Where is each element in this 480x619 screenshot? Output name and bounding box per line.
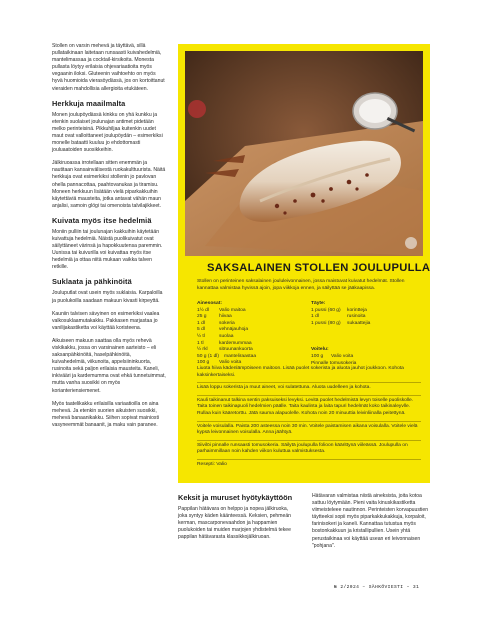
paragraph: Myös taatelikakku erilaisilla variaatioilla on aina mehevä. Ja etenkin suorien aikuisten suosikki, mehevä banaanikakku. Siihen sopivat mainiosti vasyneemmät banaanit, ja maku vain paranee. [52, 400, 160, 428]
stollen-photo [185, 51, 423, 256]
filling-row: 1 dl rusinoita [311, 314, 366, 320]
recipe-step: Siivilöi pinnalle runsaasti tomusokeria. Säilytä joulupulla folioon käärittynä viileässä. Joulupulla on parhaimmillaan noin kahden viikon kuluttua valmistuksesta. [197, 441, 421, 460]
paragraph: Stollen on varsin mehevä ja täyttävä, sillä pullataikinaan laitetaan runsaasti kuivahedelmiä, mantelimassaa ja cocktail-kirsikoita. Monesta pullasta löytyy erilaisia ohjevariaatioita myös vegaanin iloksi. Gluteenin vaihtoehto on myös hyvä huomioida vierasöydässä, jos on kortoittanut vieraiden mahdollisia allergioita etukäteen. [52, 43, 165, 92]
paragraph: Kauniin talvisen sävyinen on esimerkiksi vaalea valkosuklaamutakakku. Pakkasen marjastaa jo vanilijakastiketta voi käyttää koristeena. [52, 310, 160, 331]
stollen-illustration [185, 51, 423, 256]
ingredient-row: 5 dl vehnäjauhoja [197, 327, 249, 333]
recipe-title: SAKSALAINEN STOLLEN JOULUPULLA [207, 262, 431, 274]
ingredient-row: 100 g Valio voita [197, 360, 242, 366]
bottom-right-column [312, 493, 430, 550]
ingredient-row: 1 dl sokeria [197, 320, 235, 326]
ingredient-row: 1 tl kardemummaa [197, 340, 252, 346]
ingredients-list [197, 301, 297, 367]
filling-list [311, 301, 421, 367]
glaze-row: 100 g Valio voita [311, 353, 354, 359]
paragraph: Pappilan hätävara on helppo ja nopea jälkiruoka, joka syntyy käden käänteessä. Keksien, pehmeän kerman, mascarponevaahdon ja happamien puolukoiden tai muiden marjojen yhdistelmä tekee pappilan hätävarasta klassikkojälkiruoan. [178, 506, 291, 541]
section-heading: Herkkuja maailmalta [52, 98, 126, 108]
recipe-step: Kauli taikinanut talkina sentin paksuiseksi levyksi. Levitä puolet hedelmistä levyn toiselle puoliskolle. Taita toinen taikinapuoli hedelmien päälle. Taita kaulinta ja laita tapuri hedelmät koko taikinaleyvlle. Rullaa kuin kääretorttu. Jätä sauma alapuolelle. Kohota noin 20 minuuttia leivinliinalla peitettynä. [197, 396, 421, 422]
filling-row: 1 pussi (80 g) sukaattejia [311, 320, 371, 326]
ingredient-row: ½ tl suolaa [197, 333, 234, 339]
filling-row: 1 pussi (60 g) korintteja [311, 307, 367, 313]
paragraph: Jälkiruoassa irrotellaan sitten enemmän ja nautitaan kansainvälisestä ruokakulttuurista. Näitä herkkuja ovat esimerkiksi stollenin jo pavlovan ohella pannacottaa, paahtovanukas ja tiramisu. Moneen herkkuun lisätään vielä piparkakkuihin käytettäviä mausteita, jotka antavat vähän maun anjalisi, samoin glögi tai omenoista talvilajikkeet. [52, 160, 166, 209]
ingredients-heading: Ainesosat: [197, 301, 223, 306]
glaze-heading: Voitelu: [311, 347, 329, 353]
section-heading: Keksit ja muruset hyötykäyttöön [178, 493, 293, 502]
section-heading: Suklaata ja pähkinöitä [52, 277, 132, 287]
glaze-row: Pinnalle tomusokeria [311, 360, 357, 366]
paragraph: Moniin pulliin tai joulunajan kakkuihin käytetään kuivattuja hedelmiä. Näistä puolikuivatut ovat säilyttäneet värinsä ja hapokkuutensa paremmin. Uunissa tai kuivurilla voi kuivattaa myös itse hedelmiä ja ottaa niitä mukaan vaikka talven retkille. [52, 228, 163, 271]
paragraph: Monen joulupöydässä kinkku on yhä kunkku ja etenkin suolaiset joulunajan antimet pidetään melko perinteisinä. Pikkuhiljaa kuitenkin uudet maut ovat valloittaneet joulupöydän – esimerkiksi monelle bataatti kuuluu jo ehdottomasti jouluaatoiden suosikkeihin. [52, 111, 163, 154]
page-footer: № 2/2024 – SÄHKÖVIESTI – 31 [334, 585, 420, 590]
ingredient-row: 1½ dl Valio maitoa [197, 307, 246, 313]
paragraph: Jouluputlat ovat usein myös suklaisia. Karpaloilla ja puolukoilla saadaan makuun kivasti kirpeyttä. [52, 290, 163, 304]
recipe-steps [197, 364, 421, 472]
recipe-step: Liuota hiiva kädenlämpöiseen maitoon. Lisää puolet sokerista ja aluota jauhot joukkoon. Kohota kaksinkertaiseksi. [197, 364, 421, 383]
recipe-intro: Stollen on perinteinen saksalainen joululeivonnainen, jossa maistuvat kuivatut hedelmät. Stollen kannattaa valmistaa hyvissä ajoin, jopa viikkoja ennen, ja säilyttää se jääkaapissa. [197, 279, 405, 291]
recipe-step: Voitele voisulalla. Paista 200 asteessa noin 30 min. Voitele paistamisen aikana voisulalla. Voitele vielä kypsä leivonnainen voisulalla. Anna jäähtyä. [197, 422, 421, 441]
paragraph: Aikuiseen makuun saattaa olla myös rehevä viskikakku, jossa on varsinainen aarteisto – eli saksanpähkinöitä, haselpähkinöitä, kuivahedelmiä, viikunoita, appelsiininkuorta, rusinoita sekä paljon erilaisia mausteita. Kaneli, inkivääri ja kardemumma ovat ehkä tunnetuimmat, mutta vanha suosikki on myös korianteriensiemenet. [52, 337, 166, 394]
section-heading: Kuivata myös itse hedelmiä [52, 215, 152, 225]
recipe-source: Resepti: Valio [197, 461, 227, 467]
left-column [52, 43, 166, 435]
ingredient-row: 50 g (1 dl) manteliraastaa [197, 353, 257, 359]
filling-heading: Täyte: [311, 301, 326, 306]
ingredient-row: ½ rkl sitruunankuorta [197, 347, 253, 353]
paragraph: Hätävaran valmistaa niistä aineksista, joita kotoa sattuu löytymään. Pieni vaita kinuskikastiketta viimeisteleee nautinnon. Perinteisten korvapuustien täytteeksi sopii myös piparkakkukakkuja, korpaloit, farinisokeri ja kaneli. Kannattaa tutustua myös bostonkakkuun ja kristallipullien. Usein yhtä perustaikinaa voi käyttää usean eri leivonnaisen "pohjana". [312, 493, 429, 549]
bottom-left-column [178, 493, 295, 541]
ingredient-row: 25 g hiivaa [197, 314, 232, 320]
recipe-step: Lisää loppu sokerista ja muut aineet, voi sulatettuna. Aluota uudelleen ja kohota. [197, 383, 421, 396]
